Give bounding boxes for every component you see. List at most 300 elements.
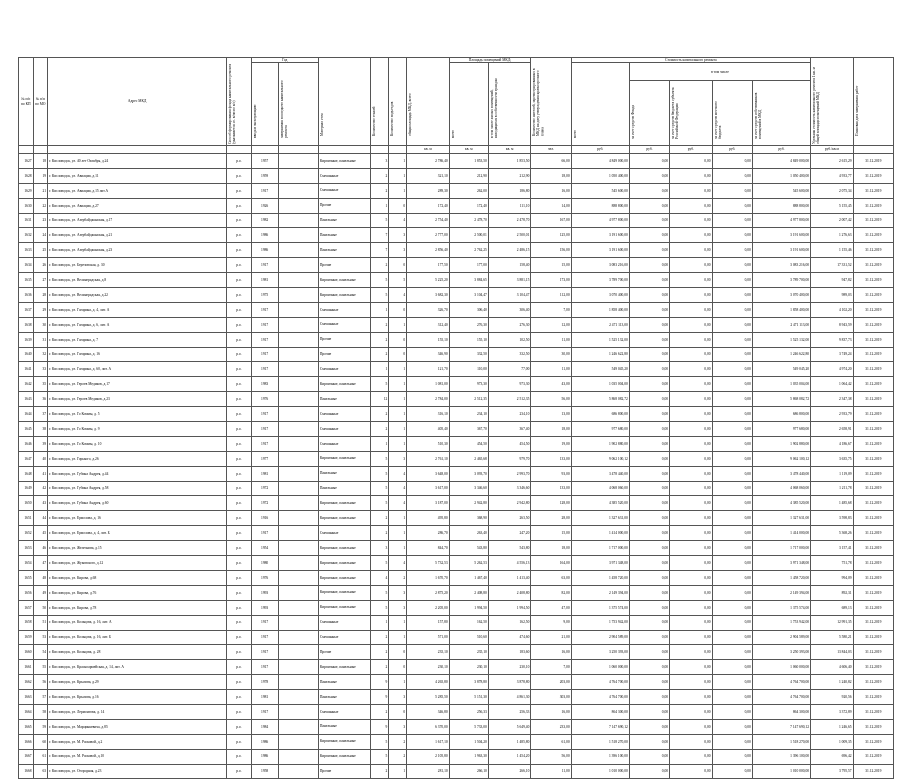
row-entrances: 1 (389, 183, 407, 198)
row-fund-method: р.о. (227, 481, 252, 496)
row-unit-cost: 4 974,20 (811, 362, 854, 377)
row-deadline: 31.12.2019 (853, 764, 893, 779)
row-floors: 2 (371, 347, 389, 362)
row-wall-material: Кирпичные, панельные (318, 585, 371, 600)
row-residents: 11,00 (531, 362, 571, 377)
table-row (19, 764, 894, 779)
row-cost-owners: 1 902 880,00 (752, 436, 810, 451)
row-area-total: 110,00 (449, 362, 488, 377)
row-cost-fund: 0,00 (629, 332, 669, 347)
row-num-total: 1662 (19, 675, 34, 690)
row-fund-method: р.о. (227, 317, 252, 332)
row-cost-fund: 0,00 (629, 526, 669, 541)
row-cost-total: 4 068 060,00 (571, 481, 629, 496)
row-floors: 2 (371, 183, 389, 198)
row-residents: 16,00 (531, 645, 571, 660)
row-cost-local: 0,00 (712, 556, 752, 571)
row-cost-total: 549 045,20 (571, 362, 629, 377)
row-cost-budget-rf: 0,00 (670, 422, 713, 437)
row-area-total: 172,40 (449, 198, 488, 213)
row-residents: 61,00 (531, 734, 571, 749)
row-total-area: 6 370,00 (407, 719, 450, 734)
row-wall-material: Панельные (318, 481, 371, 496)
row-num-mo: 44 (33, 511, 48, 526)
row-cost-total: 1 458 720,00 (571, 570, 629, 585)
row-cost-budget-rf: 0,00 (670, 377, 713, 392)
row-deadline: 31.12.2019 (853, 570, 893, 585)
row-area-citizens: 212,90 (488, 168, 531, 183)
table-row (19, 407, 894, 422)
row-num-mo: 60 (33, 734, 48, 749)
row-cost-total: 1 858 400,00 (571, 302, 629, 317)
header-num-total: № п/п по КП (19, 58, 34, 146)
row-deadline: 31.12.2019 (853, 496, 893, 511)
row-residents: 18,00 (531, 422, 571, 437)
row-address: г. Кисловодск, ул. М. Расковой, д.10 (48, 749, 227, 764)
row-address: г. Кисловодск, ул. Кольцова, д. 28 (48, 645, 227, 660)
row-fund-method: р.о. (227, 198, 252, 213)
table-row (19, 377, 894, 392)
row-address: г. Кисловодск, ул. Гагарина, д. 16 (48, 347, 227, 362)
row-area-total: 155,10 (449, 332, 488, 347)
row-year-built: 1917 (251, 615, 278, 630)
row-cost-fund: 0,00 (629, 511, 669, 526)
table-row (19, 526, 894, 541)
table-row (19, 392, 894, 407)
row-year-built: 1972 (251, 496, 278, 511)
row-unit-cost: 1 211,78 (811, 481, 854, 496)
table-row (19, 347, 894, 362)
row-year-last-repair (278, 317, 318, 332)
row-wall-material: Смешанные (318, 630, 371, 645)
row-area-total: 5 151,30 (449, 690, 488, 705)
row-cost-owners: 1 010 000,00 (752, 764, 810, 779)
row-unit-cost: 17 331,52 (811, 258, 854, 273)
row-fund-method: р.о. (227, 496, 252, 511)
row-area-citizens: 367,40 (488, 422, 531, 437)
header-cost-local: за счет средств местного бюджета (713, 101, 722, 140)
row-cost-budget-rf: 0,00 (670, 317, 713, 332)
row-unit-cost: 3 372,89 (811, 704, 854, 719)
row-area-citizens: 3 346,60 (488, 481, 531, 496)
header-deadline: Плановая дата завершения работ (854, 85, 859, 136)
row-floors: 5 (371, 451, 389, 466)
row-year-last-repair (278, 273, 318, 288)
row-num-total: 1643 (19, 392, 34, 407)
row-address: г. Кисловодск, ул. Ермолова, д. 16 (48, 511, 227, 526)
row-wall-material: Панельные (318, 675, 371, 690)
row-num-mo: 28 (33, 288, 48, 303)
row-wall-material: Смешанные (318, 526, 371, 541)
row-cost-budget-rf: 0,00 (670, 213, 713, 228)
row-year-built: 1993 (251, 585, 278, 600)
row-num-total: 1655 (19, 570, 34, 585)
row-cost-owners: 1 246 622,80 (752, 347, 810, 362)
row-year-built: 1917 (251, 258, 278, 273)
row-num-mo: 55 (33, 660, 48, 675)
unit-cost-budget-rf: руб. (670, 146, 713, 154)
row-wall-material: Кирпичные, панельные (318, 511, 371, 526)
row-wall-material: Прочие (318, 198, 371, 213)
row-address: г. Кисловодск, ул. Березовская, д. 30 (48, 258, 227, 273)
row-year-built: 1916 (251, 511, 278, 526)
row-area-citizens: 973,30 (488, 377, 531, 392)
row-entrances: 1 (389, 615, 407, 630)
row-residents: 164,00 (531, 556, 571, 571)
header-incl-group: в том числе (629, 63, 810, 81)
row-num-total: 1642 (19, 377, 34, 392)
row-cost-local: 0,00 (712, 719, 752, 734)
row-cost-owners: 1 414 000,00 (752, 526, 810, 541)
row-area-citizens: 4 556,13 (488, 556, 531, 571)
row-year-last-repair (278, 526, 318, 541)
row-cost-owners: 2 904 589,00 (752, 630, 810, 645)
table-row (19, 332, 894, 347)
row-residents: 112,00 (531, 288, 571, 303)
row-entrances: 1 (389, 526, 407, 541)
row-address: г. Кисловодск, ул. Авиации, д.11 (48, 168, 227, 183)
row-cost-owners: 7 147 690,12 (752, 719, 810, 734)
row-num-total: 1650 (19, 496, 34, 511)
row-cost-local: 0,00 (712, 347, 752, 362)
row-year-built: 1954 (251, 541, 278, 556)
row-num-total: 1652 (19, 526, 34, 541)
row-unit-cost: 1 009,35 (811, 734, 854, 749)
row-fund-method: р.о. (227, 362, 252, 377)
row-cost-fund: 0,00 (629, 377, 669, 392)
row-cost-total: 977 680,00 (571, 422, 629, 437)
row-floors: 2 (371, 332, 389, 347)
row-cost-local: 0,00 (712, 481, 752, 496)
row-year-built: 1917 (251, 347, 278, 362)
row-cost-fund: 0,00 (629, 154, 669, 169)
row-cost-owners: 4 068 060,00 (752, 481, 810, 496)
row-num-mo: 58 (33, 704, 48, 719)
row-residents: 233,00 (531, 719, 571, 734)
row-cost-owners: 1 753 942,00 (752, 615, 810, 630)
row-area-citizens: 162,50 (488, 615, 531, 630)
row-cost-total: 5 868 082,72 (571, 392, 629, 407)
row-wall-material: Прочие (318, 258, 371, 273)
row-cost-budget-rf: 0,00 (670, 704, 713, 719)
row-year-last-repair (278, 288, 318, 303)
row-fund-method: р.о. (227, 377, 252, 392)
header-area-total: всего (450, 130, 455, 139)
row-area-total: 1 504,20 (449, 734, 488, 749)
row-num-mo: 25 (33, 243, 48, 258)
row-cost-total: 2 471 113,00 (571, 317, 629, 332)
row-floors: 9 (371, 690, 389, 705)
row-entrances: 0 (389, 258, 407, 273)
row-cost-local: 0,00 (712, 451, 752, 466)
row-fund-method: р.о. (227, 392, 252, 407)
row-cost-total: 4 849 000,00 (571, 154, 629, 169)
row-cost-fund: 0,00 (629, 228, 669, 243)
row-total-area: 230,10 (407, 660, 450, 675)
row-cost-fund: 0,00 (629, 541, 669, 556)
row-area-citizens: 234,10 (488, 407, 531, 422)
row-floors: 3 (371, 541, 389, 556)
row-cost-total: 4 385 520,00 (571, 496, 629, 511)
row-deadline: 31.12.2019 (853, 600, 893, 615)
row-deadline: 31.12.2019 (853, 466, 893, 481)
row-year-built: 1917 (251, 302, 278, 317)
row-address: г. Кисловодск, ул. Азербайджанская, д.23 (48, 243, 227, 258)
row-address: г. Кисловодск, ул. Гагарина, д. 7 (48, 332, 227, 347)
row-area-total: 262,00 (449, 183, 488, 198)
row-cost-fund: 0,00 (629, 451, 669, 466)
row-floors: 2 (371, 511, 389, 526)
row-unit-cost: 1 276,63 (811, 228, 854, 243)
row-fund-method: р.о. (227, 436, 252, 451)
table-row (19, 168, 894, 183)
row-residents: 125,00 (531, 228, 571, 243)
header-cost-total: всего (572, 130, 577, 139)
row-area-citizens: 1 413,40 (488, 570, 531, 585)
row-unit-cost: 4 102,20 (811, 302, 854, 317)
row-cost-fund: 0,00 (629, 258, 669, 273)
row-num-total: 1648 (19, 466, 34, 481)
row-num-mo: 29 (33, 302, 48, 317)
row-address: г. Кисловодск, ул. Жуковского, д.12 (48, 556, 227, 571)
row-cost-total: 4 764 700,00 (571, 675, 629, 690)
row-deadline: 31.12.2019 (853, 481, 893, 496)
row-fund-method: р.о. (227, 630, 252, 645)
row-cost-fund: 0,00 (629, 645, 669, 660)
row-cost-budget-rf: 0,00 (670, 660, 713, 675)
row-num-mo: 53 (33, 630, 48, 645)
row-year-last-repair (278, 154, 318, 169)
row-deadline: 31.12.2019 (853, 704, 893, 719)
row-residents: 43,00 (531, 377, 571, 392)
row-cost-budget-rf: 0,00 (670, 154, 713, 169)
row-total-area: 2 784,00 (407, 392, 450, 407)
unit-cost-local: руб. (712, 146, 752, 154)
row-year-built: 1917 (251, 436, 278, 451)
row-fund-method: р.о. (227, 511, 252, 526)
row-address: г. Кисловодск, ул. Кирова, д.68 (48, 570, 227, 585)
row-fund-method: р.о. (227, 332, 252, 347)
row-year-built: 1986 (251, 734, 278, 749)
row-address: г. Кисловодск, ул. Красноармейская, д. 14, лит. А (48, 660, 227, 675)
row-total-area: 157,80 (407, 615, 450, 630)
row-fund-method: р.о. (227, 422, 252, 437)
row-unit-cost: 3 598,83 (811, 511, 854, 526)
row-deadline: 31.12.2019 (853, 228, 893, 243)
row-cost-fund: 0,00 (629, 302, 669, 317)
row-year-last-repair (278, 228, 318, 243)
header-cost-group: Стоимость капитального ремонта (571, 58, 810, 63)
row-address: г. Кисловодск, ул. Железнова, д.15 (48, 541, 227, 556)
row-fund-method: р.о. (227, 615, 252, 630)
row-total-area: 155,10 (407, 332, 450, 347)
row-num-total: 1641 (19, 362, 34, 377)
row-year-built: 1978 (251, 675, 278, 690)
row-cost-total: 1 902 880,00 (571, 436, 629, 451)
table-row (19, 675, 894, 690)
capital-repair-plan-sheet (18, 57, 894, 779)
row-unit-cost: 2 933,79 (811, 407, 854, 422)
header-area-group: Площадь помещений МКД: (449, 58, 531, 63)
unit-unit-cost: руб./кв.м (811, 146, 854, 154)
row-cost-local: 0,00 (712, 154, 752, 169)
row-cost-owners: 1 858 400,00 (752, 302, 810, 317)
row-entrances: 1 (389, 377, 407, 392)
row-floors: 5 (371, 585, 389, 600)
row-cost-owners: 3 789 700,00 (752, 273, 810, 288)
row-fund-method: р.о. (227, 690, 252, 705)
row-residents: 56,00 (531, 749, 571, 764)
row-year-last-repair (278, 347, 318, 362)
row-unit-cost: 2 347,38 (811, 392, 854, 407)
row-area-citizens: 186,80 (488, 183, 531, 198)
row-cost-fund: 0,00 (629, 317, 669, 332)
row-fund-method: р.о. (227, 168, 252, 183)
row-cost-fund: 0,00 (629, 481, 669, 496)
row-deadline: 31.12.2019 (853, 719, 893, 734)
row-deadline: 31.12.2019 (853, 273, 893, 288)
row-year-built: 1917 (251, 407, 278, 422)
row-num-mo: 48 (33, 570, 48, 585)
row-area-total: 234,10 (449, 407, 488, 422)
header-fund-method: Способ формирования фонда капитального ремонта (указывается со. в/пп по в/с) (228, 63, 237, 144)
row-wall-material: Смешанные (318, 704, 371, 719)
row-cost-budget-rf: 0,00 (670, 347, 713, 362)
row-num-total: 1630 (19, 198, 34, 213)
row-area-citizens: 3 878,80 (488, 675, 531, 690)
row-area-total: 2 465,68 (449, 451, 488, 466)
row-floors: 2 (371, 168, 389, 183)
row-area-total: 1 853,50 (449, 154, 488, 169)
row-area-citizens: 247,20 (488, 526, 531, 541)
row-deadline: 31.12.2019 (853, 213, 893, 228)
row-num-mo: 19 (33, 168, 48, 183)
row-deadline: 31.12.2019 (853, 183, 893, 198)
row-total-area: 289,30 (407, 183, 450, 198)
row-num-total: 1660 (19, 645, 34, 660)
row-cost-local: 0,00 (712, 734, 752, 749)
row-floors: 1 (371, 362, 389, 377)
row-fund-method: р.о. (227, 154, 252, 169)
row-cost-budget-rf: 0,00 (670, 288, 713, 303)
row-num-mo: 49 (33, 585, 48, 600)
row-total-area: 121,70 (407, 362, 450, 377)
row-wall-material: Кирпичные, панельные (318, 377, 371, 392)
row-year-last-repair (278, 243, 318, 258)
unit-residents: чел. (531, 146, 571, 154)
row-unit-cost: 994,09 (811, 570, 854, 585)
row-cost-total: 3 191 600,00 (571, 243, 629, 258)
row-cost-local: 0,00 (712, 183, 752, 198)
row-fund-method: р.о. (227, 704, 252, 719)
row-floors: 5 (371, 496, 389, 511)
row-fund-method: р.о. (227, 600, 252, 615)
row-wall-material: Кирпичные, панельные (318, 734, 371, 749)
table-row (19, 630, 894, 645)
row-year-built: 1986 (251, 243, 278, 258)
row-residents: 203,00 (531, 675, 571, 690)
row-year-built: 1984 (251, 719, 278, 734)
row-num-mo: 35 (33, 377, 48, 392)
row-area-total: 2 500,01 (449, 228, 488, 243)
row-unit-cost: 2 007,42 (811, 213, 854, 228)
row-cost-budget-rf: 0,00 (670, 630, 713, 645)
row-cost-total: 1 518 270,00 (571, 734, 629, 749)
row-total-area: 346,90 (407, 347, 450, 362)
row-cost-owners: 1 525 132,00 (752, 332, 810, 347)
row-deadline: 31.12.2019 (853, 734, 893, 749)
row-cost-budget-rf: 0,00 (670, 168, 713, 183)
row-cost-budget-rf: 0,00 (670, 585, 713, 600)
row-cost-fund: 0,00 (629, 392, 669, 407)
row-cost-total: 3 083 216,00 (571, 258, 629, 273)
row-total-area: 2 875,20 (407, 585, 450, 600)
row-cost-budget-rf: 0,00 (670, 615, 713, 630)
row-cost-total: 1 060 000,00 (571, 660, 629, 675)
row-deadline: 31.12.2019 (853, 511, 893, 526)
row-cost-fund: 0,00 (629, 690, 669, 705)
row-floors: 5 (371, 288, 389, 303)
row-entrances: 1 (389, 422, 407, 437)
row-area-citizens: 474,60 (488, 630, 531, 645)
row-area-citizens: 2 500,01 (488, 228, 531, 243)
row-year-built: 1917 (251, 183, 278, 198)
row-fund-method: р.о. (227, 407, 252, 422)
row-cost-fund: 0,00 (629, 496, 669, 511)
row-floors: 2 (371, 645, 389, 660)
row-year-last-repair (278, 615, 318, 630)
row-address: г. Кисловодск, ул. Героев Медиков, д.23 (48, 392, 227, 407)
row-area-citizens: 263,50 (488, 511, 531, 526)
row-wall-material: Прочие (318, 764, 371, 779)
row-num-mo: 22 (33, 198, 48, 213)
row-entrances: 1 (389, 541, 407, 556)
row-address: г. Кисловодск, ул. Велинградская, д.22 (48, 288, 227, 303)
row-cost-budget-rf: 0,00 (670, 392, 713, 407)
row-total-area: 312,40 (407, 317, 450, 332)
row-num-total: 1654 (19, 556, 34, 571)
row-cost-owners: 4 385 520,00 (752, 496, 810, 511)
row-cost-budget-rf: 0,00 (670, 183, 713, 198)
row-residents: 11,00 (531, 332, 571, 347)
row-fund-method: р.о. (227, 675, 252, 690)
header-floors: Количество этажей (372, 106, 377, 136)
row-residents: 11,00 (531, 764, 571, 779)
row-cost-fund: 0,00 (629, 422, 669, 437)
row-area-citizens: 306,40 (488, 302, 531, 317)
row-total-area: 235,10 (407, 645, 450, 660)
row-cost-owners: 888 800,00 (752, 198, 810, 213)
row-entrances: 0 (389, 704, 407, 719)
row-cost-budget-rf: 0,00 (670, 690, 713, 705)
row-area-total: 2 762,25 (449, 243, 488, 258)
row-area-citizens: 2 478,70 (488, 213, 531, 228)
row-address: г. Кисловодск, ул. Велинградская, д.8 (48, 273, 227, 288)
row-address: г. Кисловодск, ул. Гагарина, д. 6, лит. А (48, 317, 227, 332)
row-residents: 18,00 (531, 541, 571, 556)
row-unit-cost: 947,82 (811, 273, 854, 288)
row-num-total: 1634 (19, 258, 34, 273)
row-floors: 7 (371, 228, 389, 243)
row-cost-fund: 0,00 (629, 704, 669, 719)
row-unit-cost: 4 606,40 (811, 660, 854, 675)
row-cost-local: 0,00 (712, 466, 752, 481)
row-floors: 7 (371, 243, 389, 258)
row-address: г. Кисловодск, ул. Губина Андрея, д.44 (48, 466, 227, 481)
row-area-citizens: 1 994,50 (488, 600, 531, 615)
row-residents: 63,00 (531, 570, 571, 585)
row-residents: 133,00 (531, 481, 571, 496)
